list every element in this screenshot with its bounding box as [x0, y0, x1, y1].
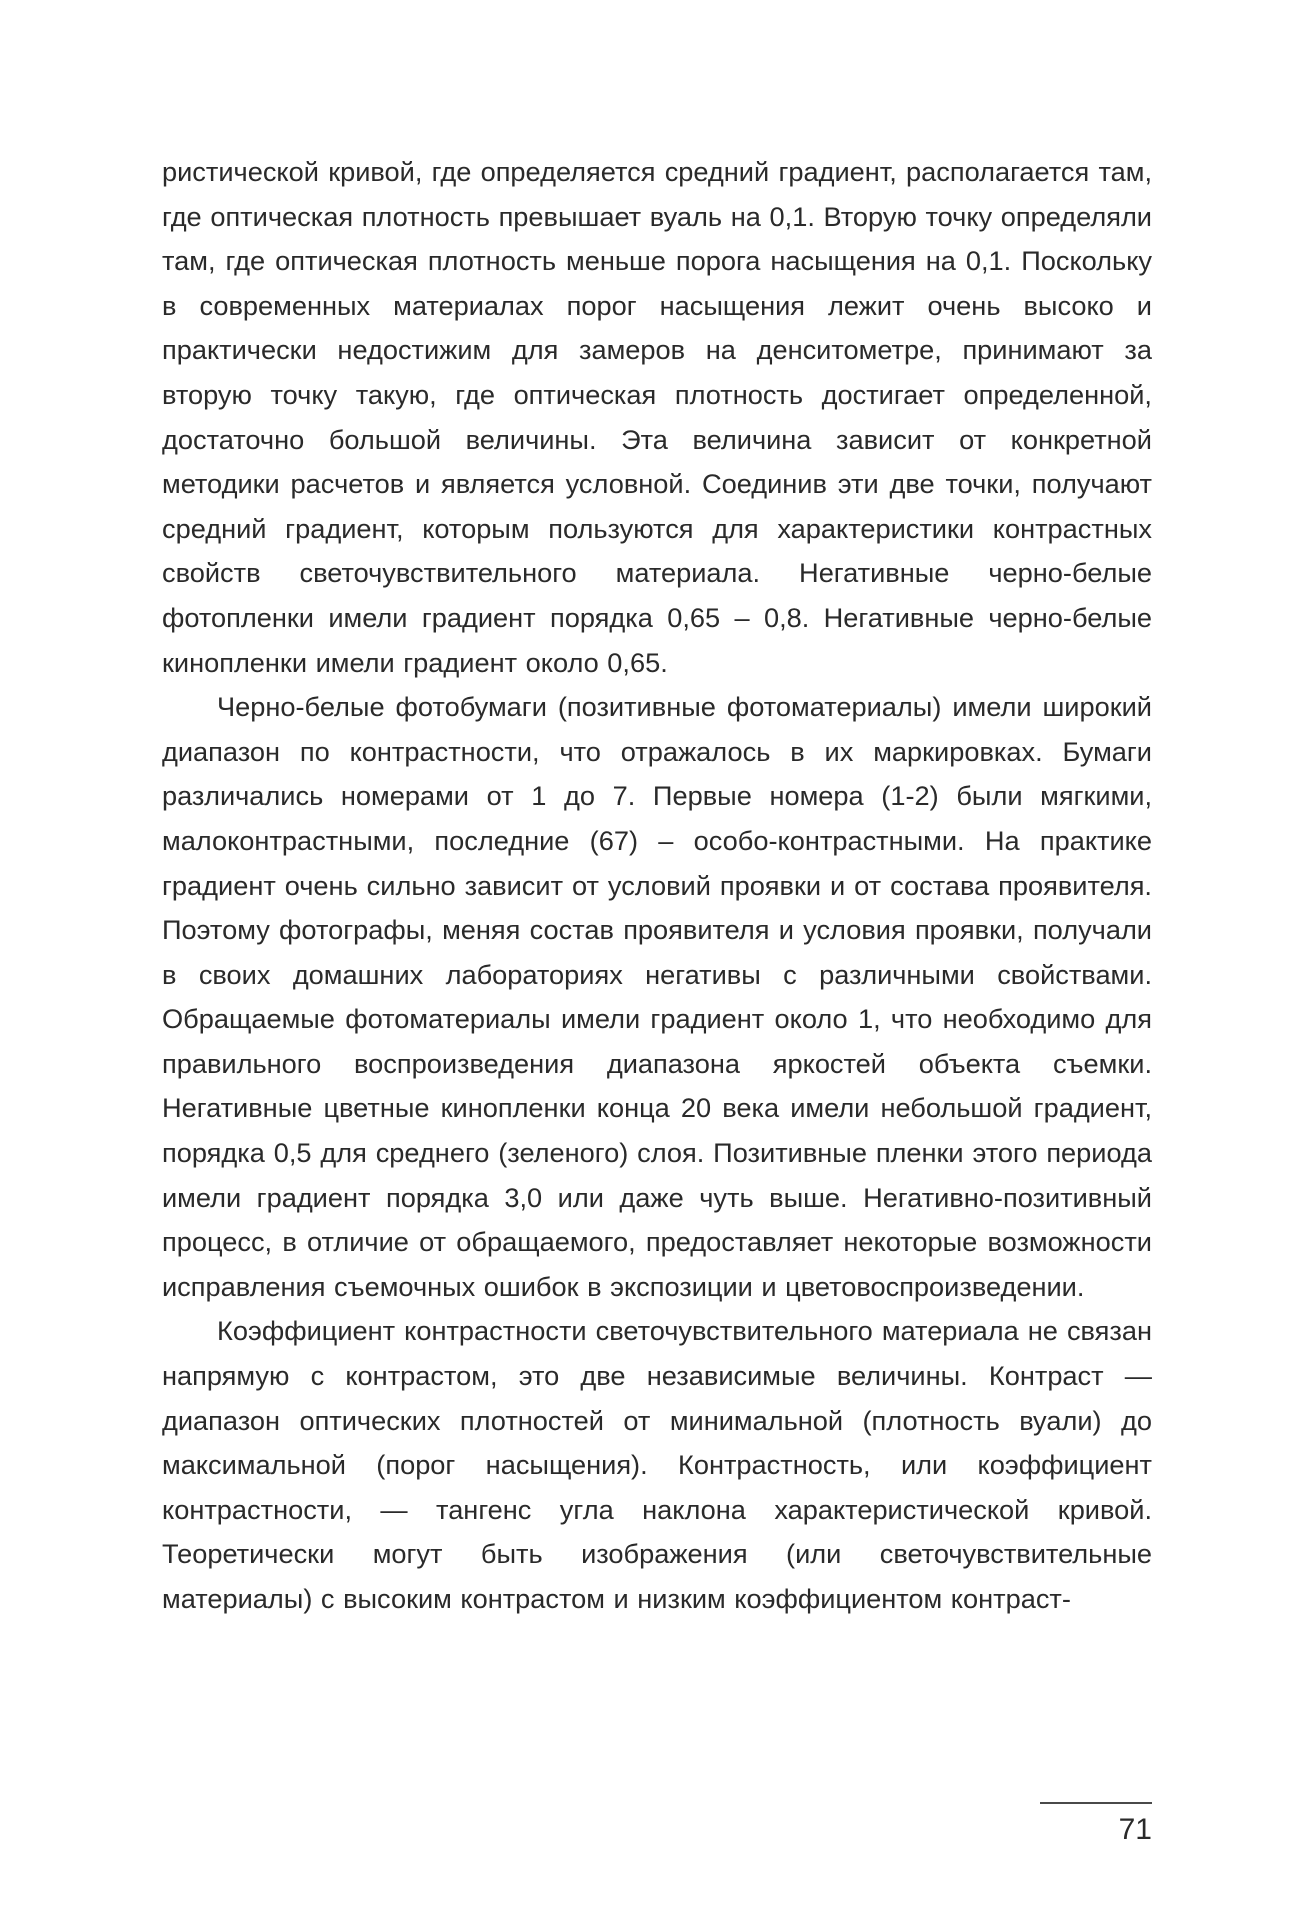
paragraph-continued: ристической кривой, где определяется средний градиент, располагается там, где оптическая плотность превышает вуаль на 0,1. Вторую точку определяли там, где оптическая плотность меньше порога насыщения на 0,1. Поскольку в современных материалах порог насыщения лежит очень высоко и практически недостижим для замеров на денситометре, принимают за вторую точку такую, где оптическая плотность достигает определенной, достаточно большой величины. Эта величина зависит от конкретной методики расчетов и является условной. Соединив эти две точки, получают средний градиент, которым пользуются для характеристики контрастных свойств светочувствительного материала. Негативные черно-белые фотопленки имели градиент порядка 0,65 – 0,8. Негативные черно-белые кинопленки имели градиент около 0,65. — [162, 156, 1152, 678]
page-number: 71 — [1118, 1813, 1152, 1846]
paragraph-contrast-coefficient: Коэффициент контрастности светочувствительного материала не связан напрямую с контрастом, это две независимые величины. Контраст — диапазон оптических плотностей от минимальной (плотность вуали) до максимальной (порог насыщения). Контрастность, или коэффициент контрастности, — тангенс угла наклона характеристической кривой. Теоретически могут быть изображения (или светочувствительные материалы) с высоким контрастом и низким коэффициентом контраст- — [162, 1315, 1152, 1614]
paragraph-photo-papers: Черно-белые фотобумаги (позитивные фотоматериалы) имели широкий диапазон по контрастности, что отражалось в их маркировках. Бумаги различались номерами от 1 до 7. Первые номера (1-2) были мягкими, малоконтрастными, последние (67) – особо-контрастными. На практике градиент очень сильно зависит от условий проявки и от состава проявителя. Поэтому фотографы, меняя состав проявителя и условия проявки, получали в своих домашних лабораториях негативы с различными свойствами. Обращаемые фотоматериалы имели градиент около 1, что необходимо для правильного воспроизведения диапазона яркостей объекта съемки. Негативные цветные кинопленки конца 20 века имели небольшой градиент, порядка 0,5 для среднего (зеленого) слоя. Позитивные пленки этого периода имели градиент порядка 3,0 или даже чуть выше. Негативно-позитивный процесс, в отличие от обращаемого, предоставляет некоторые возможности исправления съемочных ошибок в экспозиции и цветовоспроизведении. — [162, 691, 1152, 1302]
footer-rule — [1040, 1802, 1152, 1804]
page-body — [162, 150, 1152, 1622]
